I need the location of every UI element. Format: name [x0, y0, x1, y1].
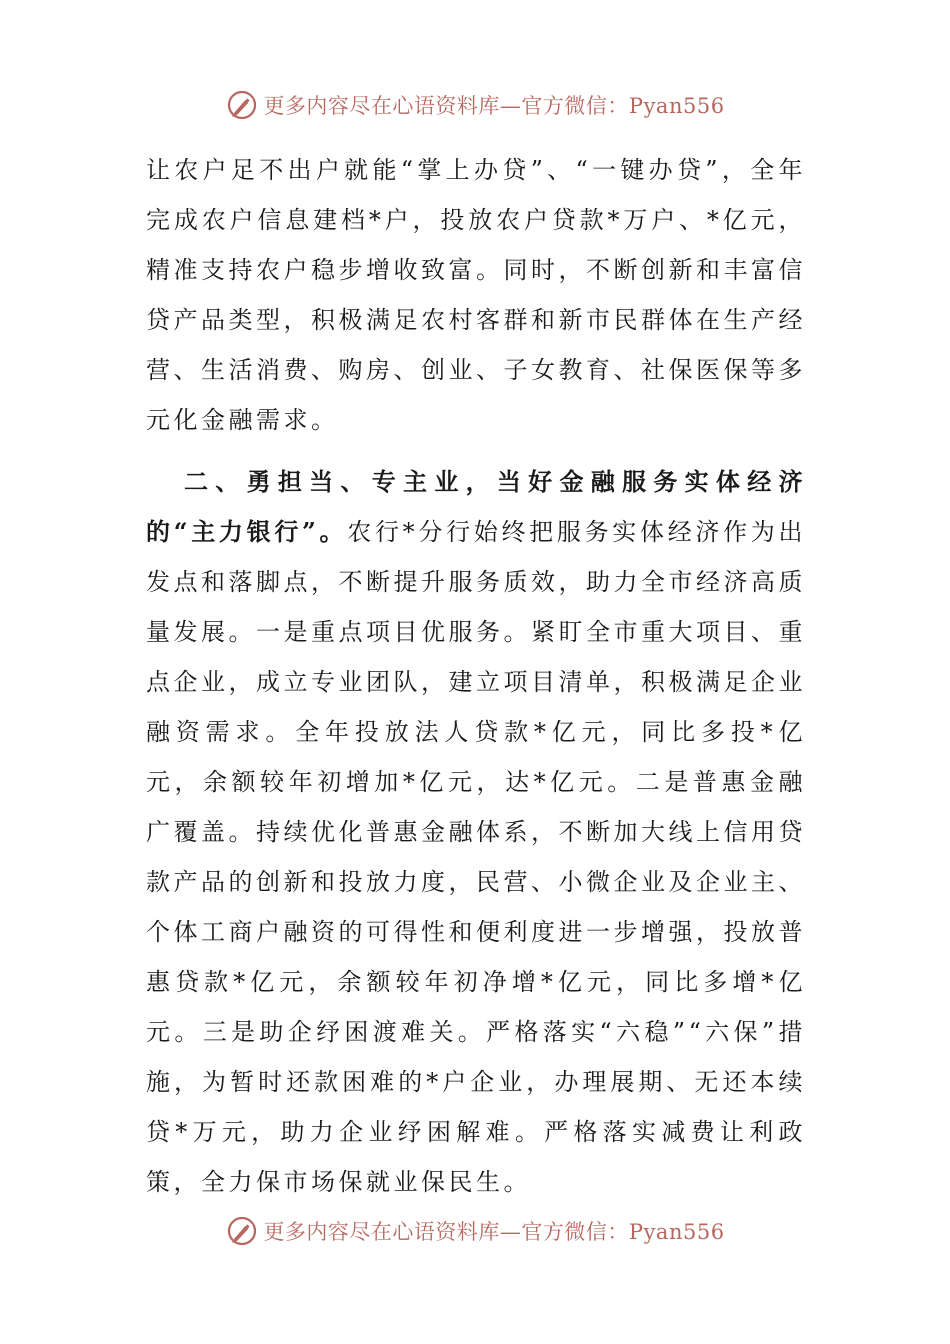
header-banner-text: 更多内容尽在心语资料库—官方微信：Pyan556 [263, 94, 725, 118]
paragraph-1: 让农户足不出户就能“掌上办贷”、“一键办贷”，全年完成农户信息建档*户，投放农户贷款*万户、*亿元，精准支持农户稳步增收致富。同时，不断创新和丰富信贷产品类型，积极满足农村客群和新市民群体在生产经营、生活消费、购房、创业、子女教育、社保医保等多元化金融需求。 [146, 156, 806, 434]
pen-logo-icon [225, 88, 259, 122]
header-banner [0, 80, 950, 130]
footer-banner [0, 1206, 950, 1256]
section-heading: 二、勇担当、专主业，当好金融服务实体经济的“主力银行”。 [146, 467, 806, 546]
document-body [146, 145, 806, 1207]
pen-logo-icon [225, 1214, 259, 1248]
paragraph-2-body: 农行*分行始终把服务实体经济作为出发点和落脚点，不断提升服务质效，助力全市经济高质量发展。一是重点项目优服务。紧盯全市重大项目、重点企业，成立专业团队，建立项目清单，积极满足企业融资需求。全年投放法人贷款*亿元，同比多投*亿元，余额较年初增加*亿元，达*亿元。二是普惠金融广覆盖。持续优化普惠金融体系，不断加大线上信用贷款产品的创新和投放力度，民营、小微企业及企业主、个体工商户融资的可得性和便利度进一步增强，投放普惠贷款*亿元，余额较年初净增*亿元，同比多增*亿元。三是助企纾困渡难关。严格落实“六稳”“六保”措施，为暂时还款困难的*户企业，办理展期、无还本续贷*万元，助力企业纾困解难。严格落实减费让利政策，全力保市场保就业保民生。 [146, 518, 807, 1196]
footer-banner-text: 更多内容尽在心语资料库—官方微信：Pyan556 [263, 1220, 725, 1244]
paragraph-2 [146, 457, 806, 1207]
